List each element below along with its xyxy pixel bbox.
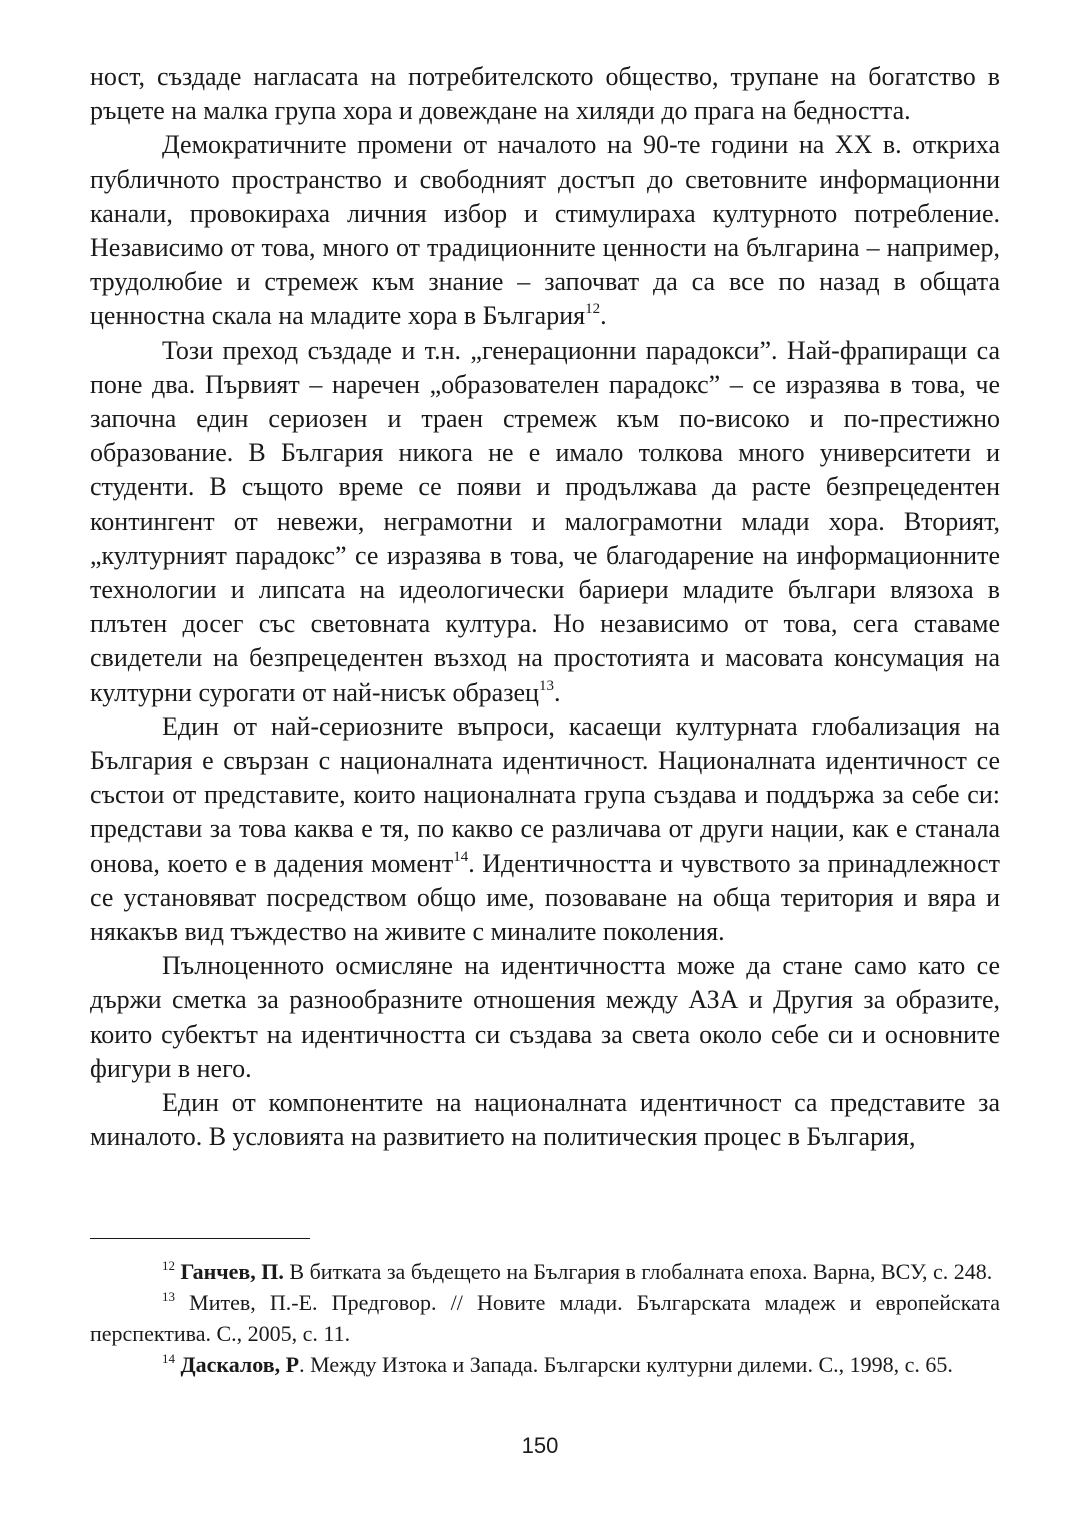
footnote-ref-13[interactable]: 13 <box>538 677 554 694</box>
paragraph-2 <box>90 128 1000 333</box>
paragraph-3-tail: . <box>553 677 561 707</box>
footnote-author-12: Ганчев, П. <box>180 1259 284 1284</box>
paragraph-5-text: Пълноценното осмисляне на идентичността може да стане само като се държи сметка за разнообразните отношения между АЗА и Другия за образите, които субектът на идентичността си създава за света около себе си и основните фигури в него. <box>90 951 1000 1083</box>
footnote-number-12: 12 <box>162 1258 175 1273</box>
footnote-ref-14[interactable]: 14 <box>453 848 469 865</box>
paragraph-4-tail: . Идентичността и чувството за принадлежност се установяват посредством общо име, позоваване на обща територия и вяра и някакъв вид тъждество на живите с миналите поколения. <box>90 848 1000 947</box>
paragraph-1 <box>90 60 1000 128</box>
paragraph-4 <box>90 710 1000 949</box>
footnote-number-13: 13 <box>162 1289 175 1304</box>
paragraph-3 <box>90 334 1000 710</box>
footnote-text-12: В битката за бъдещето на България в глобалната епоха. Варна, ВСУ, с. 248. <box>283 1259 993 1284</box>
footnote-text-14: . Между Изтока и Запада. Български културни дилеми. С., 1998, с. 65. <box>299 1352 953 1377</box>
paragraph-6 <box>90 1086 1000 1154</box>
footnote-14 <box>90 1349 1000 1380</box>
paragraph-3-text: Този преход създаде и т.н. „генерационни парадокси”. Най-фрапиращи са поне два. Първият – наречен „образователен парадокс” – се изразява в това, че започна един сериозен и траен стремеж към по-високо и по-престижно образование. В България никога не е имало толкова много университети и студенти. В същото време се появи и продължава да расте безпрецедентен контингент от невежи, неграмотни и малограмотни млади хора. Вторият, „културният парадокс” се изразява в това, че благодарение на информационните технологии и липсата на идеологически бариери младите българи влязоха в плътен досег със световната култура. Но независимо от това, сега ставаме свидетели на безпрецедентен възход на простотията и масовата консумация на културни сурогати от най-нисък образец <box>90 335 1000 707</box>
footnote-ref-12[interactable]: 12 <box>585 301 601 318</box>
footnote-12 <box>90 1256 1000 1287</box>
footnote-13 <box>90 1287 1000 1349</box>
paragraph-4-text: Един от най-сериозните въпроси, касаещи културната глобализация на България е свързан с националната идентичност. Националната идентичност се състои от представите, които националната група създава и поддържа за себе си: представи за това каква е тя, по какво се различава от други нации, как е станала онова, което е в дадения момент <box>90 711 1000 878</box>
paragraph-2-text: Демократичните промени от началото на 90-те години на ХХ в. откриха публичното пространство и свободният достъп до световните информационни канали, провокираха личния избор и стимулираха културното потребление. Независимо от това, много от традиционните ценности на българина – например, трудолюбие и стремеж към знание – започват да са все по назад в общата ценностна скала на младите хора в България <box>90 130 1000 331</box>
paragraph-6-text: Един от компонентите на националната идентичност са представите за миналото. В условията на развитието на политическия процес в България, <box>90 1088 1000 1152</box>
footnote-author-14: Даскалов, Р <box>180 1352 300 1377</box>
paragraph-1-text: ност, създаде нагласата на потребителското общество, трупане на богатство в ръцете на малка група хора и довеждане на хиляди до прага на бедността. <box>90 62 1000 126</box>
body-text <box>90 60 1000 1155</box>
footnote-text-13: Митев, П.-Е. Предговор. // Новите млади. Българската младеж и европейската перспектива. С., 2005, с. 11. <box>90 1290 1000 1346</box>
footnote-number-14: 14 <box>162 1351 175 1366</box>
paragraph-2-tail: . <box>600 301 607 331</box>
paragraph-5 <box>90 949 1000 1086</box>
footnote-divider <box>90 1238 310 1239</box>
footnotes <box>90 1256 1000 1380</box>
page-number: 150 <box>521 1433 559 1458</box>
